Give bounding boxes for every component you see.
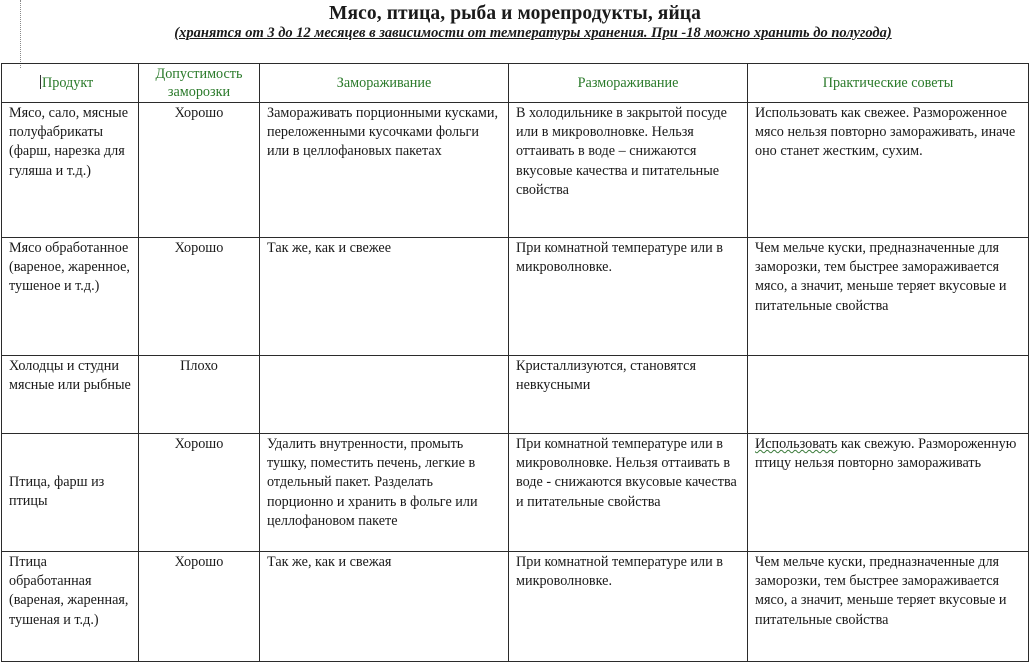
- table-row: [2, 103, 1029, 238]
- cell-freezing: Удалить внутренности, промыть тушку, поместить печень, легкие в отдельный пакет. Разделать порционно и хранить в фольге или целлофановом пакете: [260, 434, 509, 552]
- header-product: [2, 64, 139, 103]
- header-product-label: Продукт: [42, 75, 94, 91]
- table-header-row: [2, 64, 1029, 103]
- cell-product: Холодцы и студни мясные или рыбные: [2, 356, 139, 434]
- table-row: [2, 238, 1029, 356]
- cell-product: Птица обработанная (вареная, жаренная, тушеная и т.д.): [2, 552, 139, 662]
- cell-defrosting: При комнатной температуре или в микроволновке. Нельзя оттаивать в воде - снижаются вкусовые качества и питательные свойства: [509, 434, 748, 552]
- cell-freezing: [260, 356, 509, 434]
- spellcheck-marked-word: Использовать: [755, 436, 838, 452]
- cell-defrosting: Кристаллизуются, становятся невкусными: [509, 356, 748, 434]
- cell-defrosting: В холодильнике в закрытой посуде или в микроволновке. Нельзя оттаивать в воде – снижаются вкусовые качества и питательные свойства: [509, 103, 748, 238]
- cell-tips-text: как свежую. Размороженную птицу нельзя повторно замораживать: [755, 436, 1017, 472]
- cell-freezability: Хорошо: [139, 434, 260, 552]
- cell-freezing: Так же, как и свежая: [260, 552, 509, 662]
- table-row: [2, 356, 1029, 434]
- cell-tips: [748, 434, 1029, 552]
- header-freezability: Допустимость заморозки: [139, 64, 260, 103]
- cell-tips: Чем мельче куски, предназначенные для заморозки, тем быстрее замораживается мясо, а значит, меньше теряет вкусовые и питательные свойства: [748, 238, 1029, 356]
- header-defrosting: Размораживание: [509, 64, 748, 103]
- cell-product: Птица, фарш из птицы: [2, 434, 139, 552]
- cell-product: Мясо обработанное (вареное, жаренное, тушеное и т.д.): [2, 238, 139, 356]
- page-subtitle: [0, 25, 1030, 42]
- cell-defrosting: При комнатной температуре или в микроволновке.: [509, 552, 748, 662]
- cell-tips: Использовать как свежее. Размороженное мясо нельзя повторно замораживать, иначе оно станет жестким, сухим.: [748, 103, 1029, 238]
- storage-table: [1, 63, 1029, 662]
- table-row: [2, 434, 1029, 552]
- cell-freezability: Плохо: [139, 356, 260, 434]
- header-tips: Практические советы: [748, 64, 1029, 103]
- cell-freezing: Замораживать порционными кусками, переложенными кусочками фольги или в целлофановых пакетах: [260, 103, 509, 238]
- text-cursor: [40, 75, 41, 89]
- cell-tips: [748, 356, 1029, 434]
- table-row: [2, 552, 1029, 662]
- cell-freezability: Хорошо: [139, 552, 260, 662]
- page-subtitle-text: (хранятся от 3 до 12 месяцев в зависимости от температуры хранения. При -18 можно хранить до полугода): [174, 25, 892, 41]
- cell-product: Мясо, сало, мясные полуфабрикаты (фарш, нарезка для гуляша и т.д.): [2, 103, 139, 238]
- cell-freezability: Хорошо: [139, 103, 260, 238]
- header-freezing: Замораживание: [260, 64, 509, 103]
- cell-freezing: Так же, как и свежее: [260, 238, 509, 356]
- cell-tips: Чем мельче куски, предназначенные для заморозки, тем быстрее замораживается мясо, а значит, меньше теряет вкусовые и питательные свойства: [748, 552, 1029, 662]
- cell-defrosting: При комнатной температуре или в микроволновке.: [509, 238, 748, 356]
- page-title: Мясо, птица, рыба и морепродукты, яйца: [329, 3, 701, 24]
- cell-freezability: Хорошо: [139, 238, 260, 356]
